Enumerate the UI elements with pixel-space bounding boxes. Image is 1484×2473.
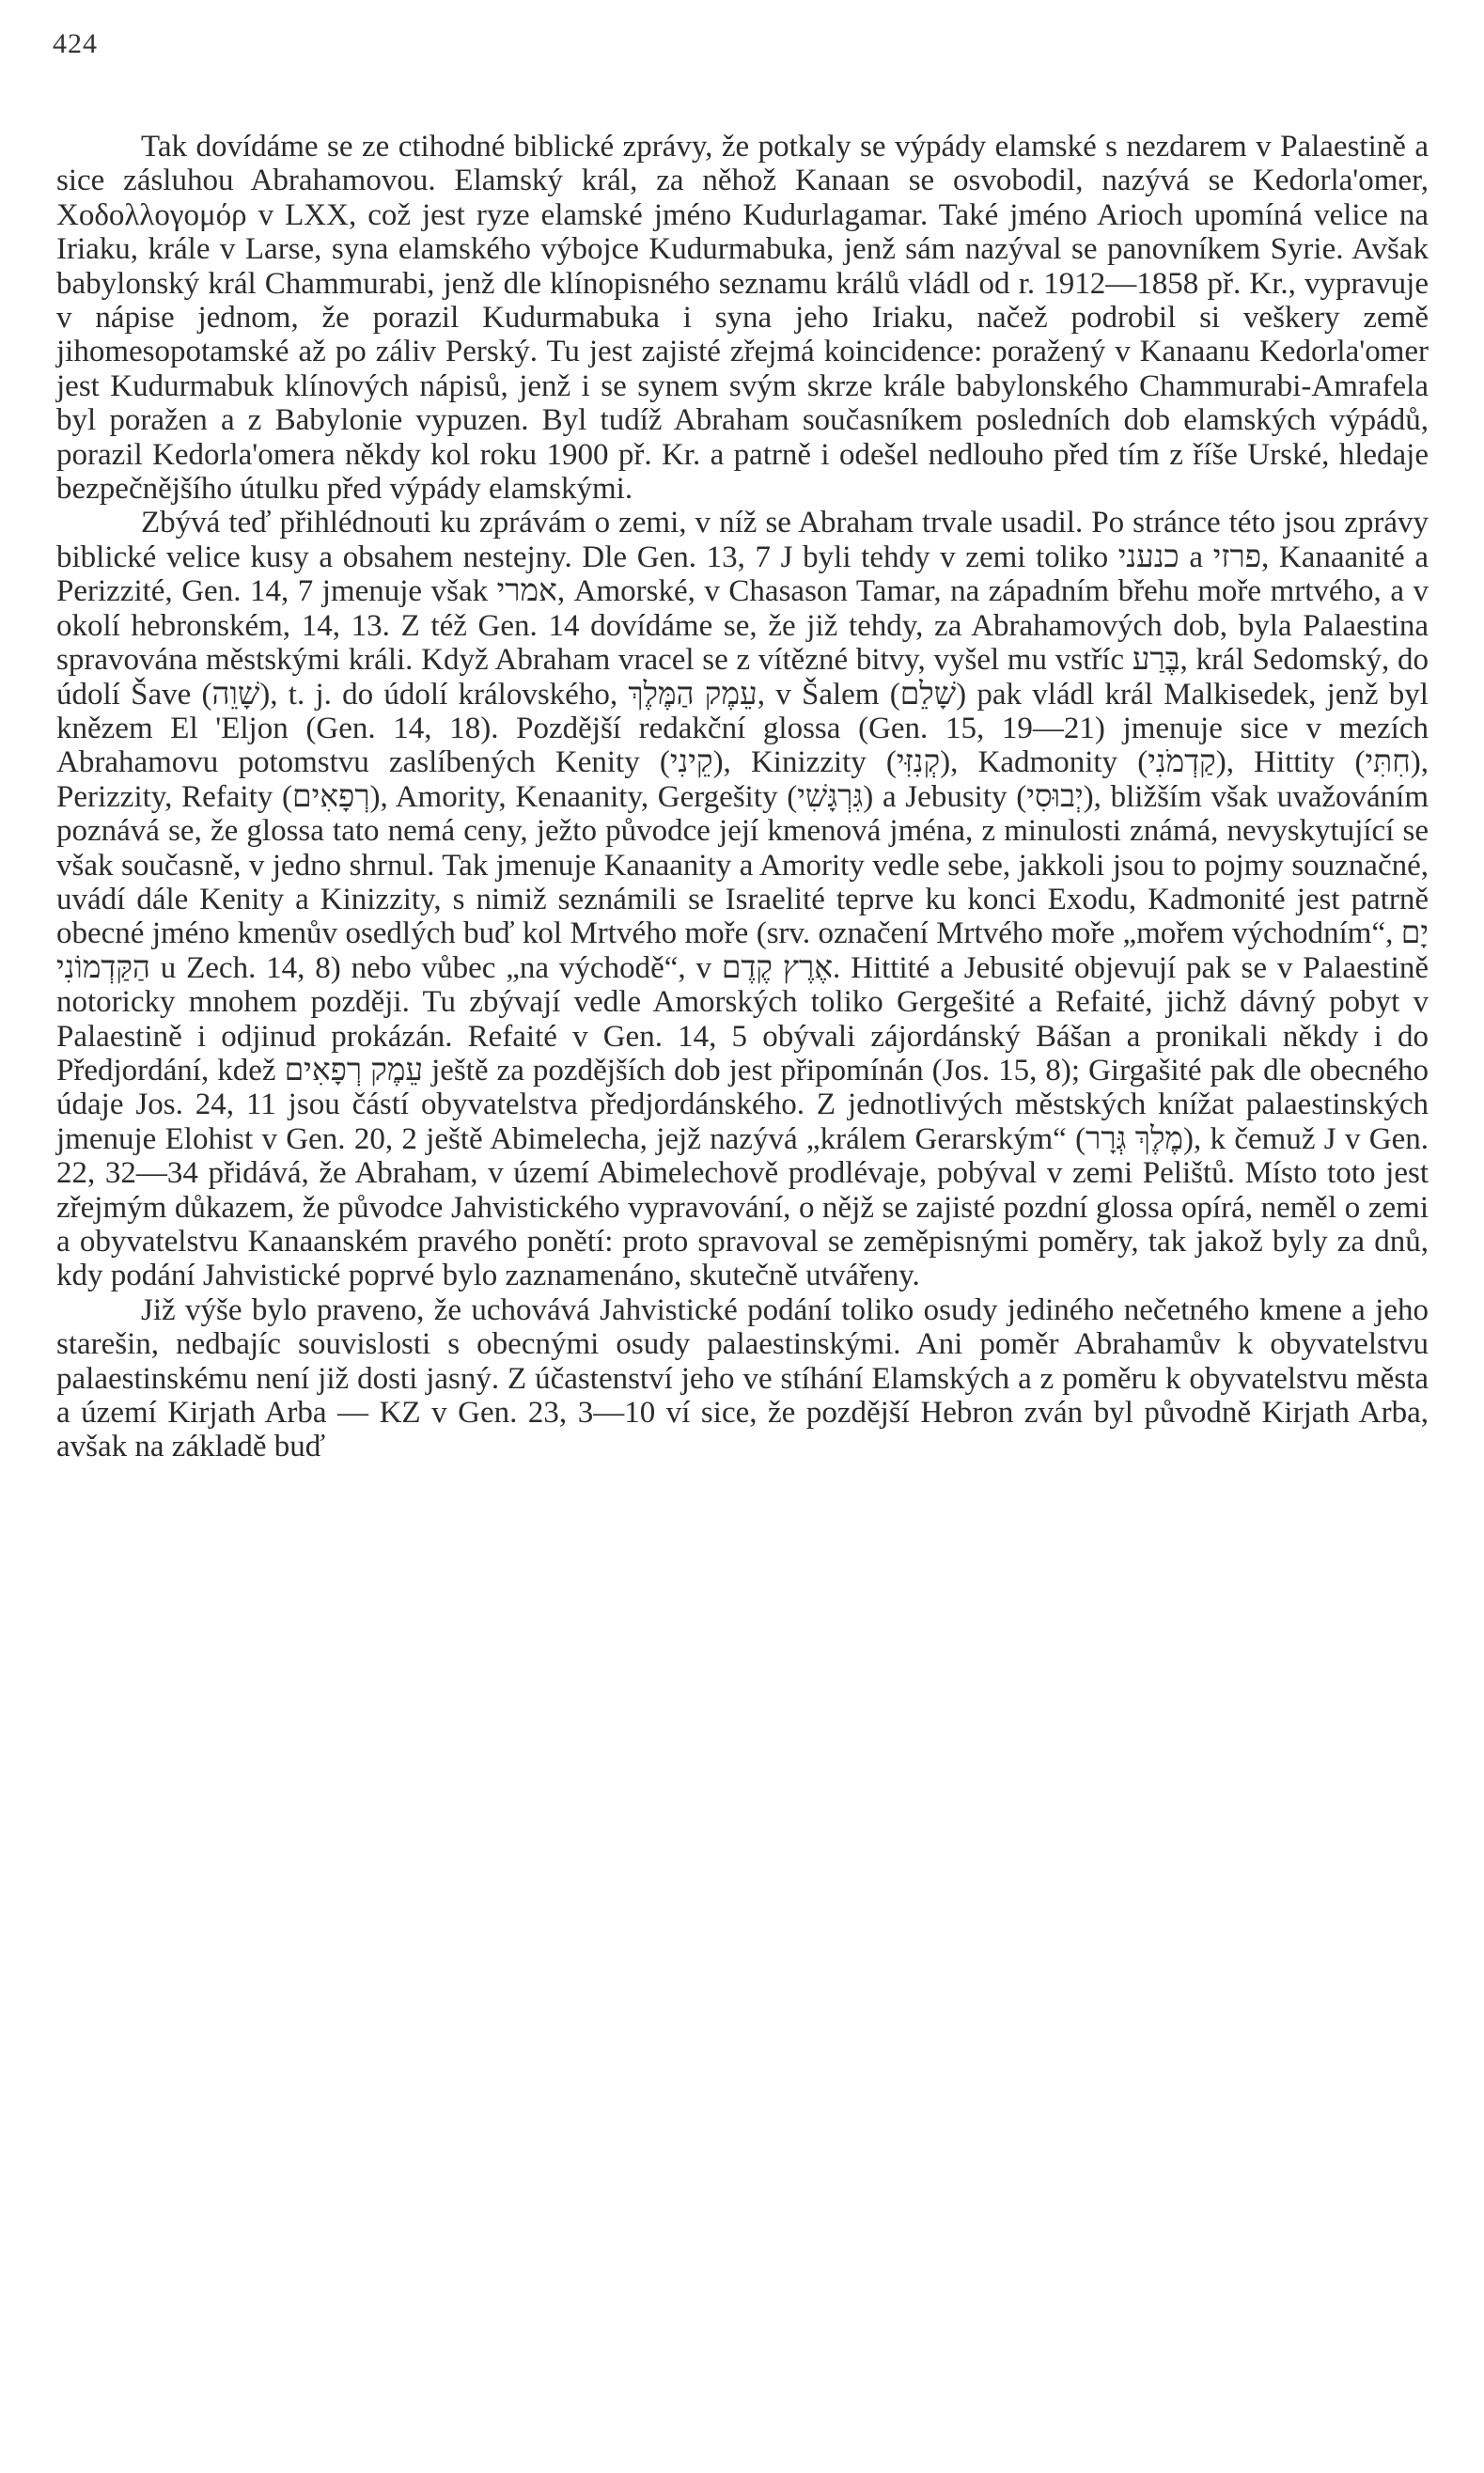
paragraph-2: Zbývá teď přihlédnouti ku zprávám o zemi, v níž se Abraham trvale usadil. Po stránce této jsou zprávy biblické velice kusy a obsahem nestejny. Dle Gen. 13, 7 J byli tehdy v zemi toliko כנעני a פרזי, Kanaanité a Perizzité, Gen. 14, 7 jmenuje však אמרי, Amorské, v Chasason Tamar, na západním břehu moře mrtvého, a v okolí hebronském, 14, 13. Z též Gen. 14 dovídáme se, že již tehdy, za Abrahamových dob, byla Palaestina spravována městskými králi. Když Abraham vracel se z vítězné bitvy, vyšel mu vstříc בֶּרַע, král Sedomský, do údolí Šave (שָׁוֵה), t. j. do údolí královského, עֵמֶק הַמֶּלֶךְ, v Šalem (שָׁלֵם) pak vládl král Malkisedek, jenž byl knězem El 'Eljon (Gen. 14, 18). Pozdější redakční glossa (Gen. 15, 19—21) jmenuje sice v mezích Abrahamovu potomstvu zaslíbených Kenity (קֵינִי), Kinizzity (קְנִזִּי), Kadmonity (קַדְמֹנִי), Hittity (חִתִּי), Perizzity, Refaity (רְפָאִים), Amority, Kenaanity, Gergešity (גִּרְגָּשִׁי) a Jebusity (יְבוּסִי), bližším však uvažováním poznává se, že glossa tato nemá ceny, ježto původce její kmenová jména, z minulosti známá, nevyskytující se však současně, v jedno shrnul. Tak jmenuje Kanaanity a Amority vedle sebe, jakkoli jsou to pojmy souznačné, uvádí dále Kenity a Kinizzity, s nimiž seznámili se Israelité teprve ku konci Exodu, Kadmonité jest patrně obecné jméno kmenův osedlých buď kol Mrtvého moře (srv. označení Mrtvého moře „mořem východním“, יָם הַקַּדְמוֹנִי u Zech. 14, 8) nebo vůbec „na východě“, v אֶרֶץ קֶדֶם. Hittité a Jebusité objevují pak se v Palaestině notoricky mnohem později. Tu zbývají vedle Amorských toliko Gergešité a Refaité, jichž dávný pobyt v Palaestině i odjinud prokázán. Refaité v Gen. 14, 5 obývali zájordánský Bášan a pronikali někdy i do Předjordání, kdež עֵמֶק רְפָאִים ještě za pozdějších dob jest připomínán (Jos. 15, 8); Girgašité pak dle obecného údaje Jos. 24, 11 jsou částí obyvatelstva předjordánského. Z jednotlivých městských knížat palaestinských jmenuje Elohist v Gen. 20, 2 ještě Abimelecha, jejž nazývá „králem Gerarským“ (מֶלֶךְ גְּרָר), k čemuž J v Gen. 22, 32—34 přidává, že Abraham, v území Abimelechově prodlévaje, pobýval v zemi Pelištů. Místo toto jest zřejmým důkazem, že původce Jahvistického vypravování, o nějž se zajisté pozdní glossa opírá, neměl o zemi a obyvatelstvu Kanaanském pravého ponětí: proto spravoval se zeměpisnými poměry, tak jakož byly za dnů, kdy podání Jahvistické poprvé bylo zaznamenáno, skutečně utvářeny.	[56, 506, 1429, 1293]
paragraph-1: Tak dovídáme se ze ctihodné biblické zprávy, že potkaly se výpády elamské s nezdarem v Palaestině a sice zásluhou Abrahamovou. Elamský král, za něhož Kanaan se osvobodil, nazývá se Kedorla'omer, Χοδολλογομόρ v LXX, což jest ryze elamské jméno Kudurlagamar. Také jméno Arioch upomíná velice na Iriaku, krále v Larse, syna elamského výbojce Kudurmabuka, jenž sám nazýval se panovníkem Syrie. Avšak babylonský král Chammurabi, jenž dle klínopisného seznamu králů vládl od r. 1912—1858 př. Kr., vypravuje v nápise jednom, že porazil Kudurmabuka i syna jeho Iriaku, načež podrobil si veškery země jihomesopotamské až po záliv Perský. Tu jest zajisté zřejmá koincidence: poražený v Kanaanu Kedorla'omer jest Kudurmabuk klínových nápisů, jenž i se synem svým skrze krále babylonského Chammurabi-Amrafela byl poražen a z Babylonie vypuzen. Byl tudíž Abraham současníkem posledních dob elamských výpádů, porazil Kedorla'omera někdy kol roku 1900 př. Kr. a patrně i odešel nedlouho před tím z říše Urské, hledaje bezpečnějšího útulku před výpády elamskými.	[56, 130, 1429, 507]
paragraph-3: Již výše bylo praveno, že uchovává Jahvistické podání toliko osudy jediného nečetného kmene a jeho starešin, nedbajíc souvislosti s obecnými osudy palaestinskými. Ani poměr Abrahamův k obyvatelstvu palaestinskému není již dosti jasný. Z účastenství jeho ve stíhání Elamských a z poměru k obyvatelstvu města a území Kirjath Arba — KZ v Gen. 23, 3—10 ví sice, že pozdější Hebron zván byl původně Kirjath Arba, avšak na základě buď	[56, 1292, 1429, 1464]
page-number: 424	[53, 28, 98, 59]
body-text	[56, 130, 1429, 1464]
